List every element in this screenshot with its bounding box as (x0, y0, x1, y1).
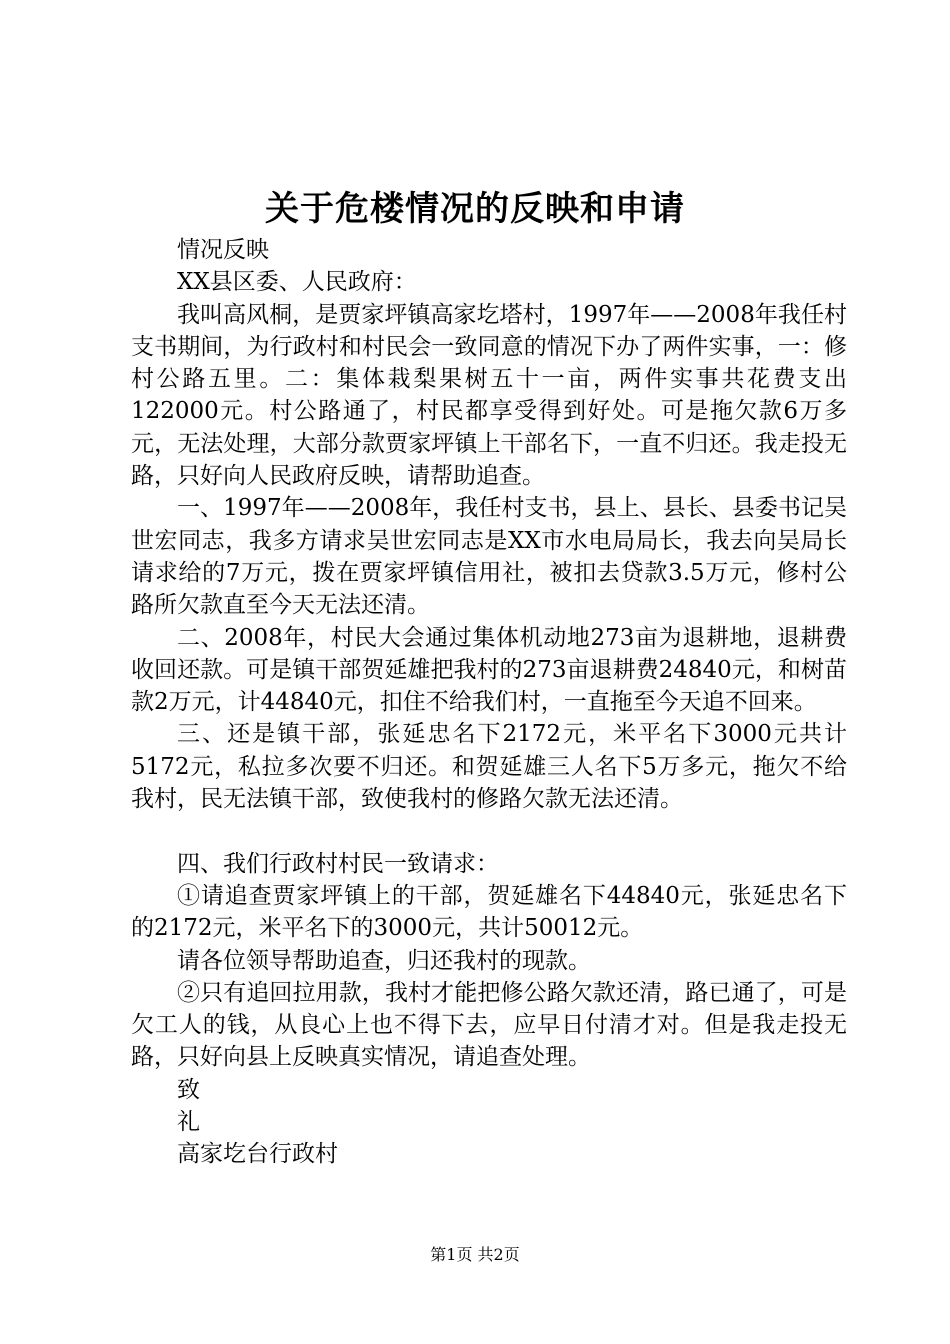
signature: 高家圪台行政村 (177, 1141, 338, 1168)
page-footer: 第1页 共2页 (430, 1245, 520, 1264)
document-title: 关于危楼情况的反映和申请 (265, 189, 685, 229)
addressee: XX县区委、人民政府： (177, 269, 417, 296)
paragraph-item-2: 二、2008年，村民大会通过集体机动地273亩为退耕地，退耕费收回还款。可是镇干部贺延雄把我村的273亩退耕费24840元，和树苗款2万元，计44840元，扣住不给我们村，一直拖至今天追不回来。 (131, 624, 847, 716)
paragraph-intro: 我叫高风桐，是贾家坪镇高家圪塔村，1997年——2008年我任村支书期间，为行政村和村民会一致同意的情况下办了两件实事，一：修村公路五里。二：集体栽梨果树五十一亩，两件实事共花费支出122000元。村公路通了，村民都享受得到好处。可是拖欠款6万多元，无法处理，大部分款贾家坪镇上干部名下，一直不归还。我走投无路，只好向人民政府反映，请帮助追查。 (131, 301, 847, 490)
request-followup: 请各位领导帮助追查，归还我村的现款。 (177, 947, 591, 974)
request-item-2: ②只有追回拉用款，我村才能把修公路欠款还清，路已通了，可是欠工人的钱，从良心上也不得下去，应早日付清才对。但是我走投无路，只好向县上反映真实情况，请追查处理。 (131, 979, 847, 1071)
document-body (131, 234, 847, 1171)
closing-salutation: 致 (177, 1076, 200, 1103)
paragraph-item-1: 一、1997年——2008年，我任村支书，县上、县长、县委书记吴世宏同志，我多方请求吴世宏同志是XX市水电局局长，我去向吴局长请求给的7万元，拨在贾家坪镇信用社，被扣去贷款3.5万元，修村公路所欠款直至今天无法还清。 (131, 495, 847, 619)
request-heading: 四、我们行政村村民一致请求： (177, 850, 499, 877)
section-heading: 情况反映 (177, 237, 269, 263)
paragraph-item-3: 三、还是镇干部，张延忠名下2172元，米平名下3000元共计5172元，私拉多次要不归还。和贺延雄三人名下5万多元，拖欠不给我村，民无法镇干部，致使我村的修路欠款无法还清。 (131, 721, 847, 813)
blank-line (131, 815, 847, 847)
closing-regards: 礼 (177, 1109, 200, 1136)
request-item-1: ①请追查贾家坪镇上的干部，贺延雄名下44840元，张延忠名下的2172元，米平名下的3000元，共计50012元。 (131, 882, 847, 942)
